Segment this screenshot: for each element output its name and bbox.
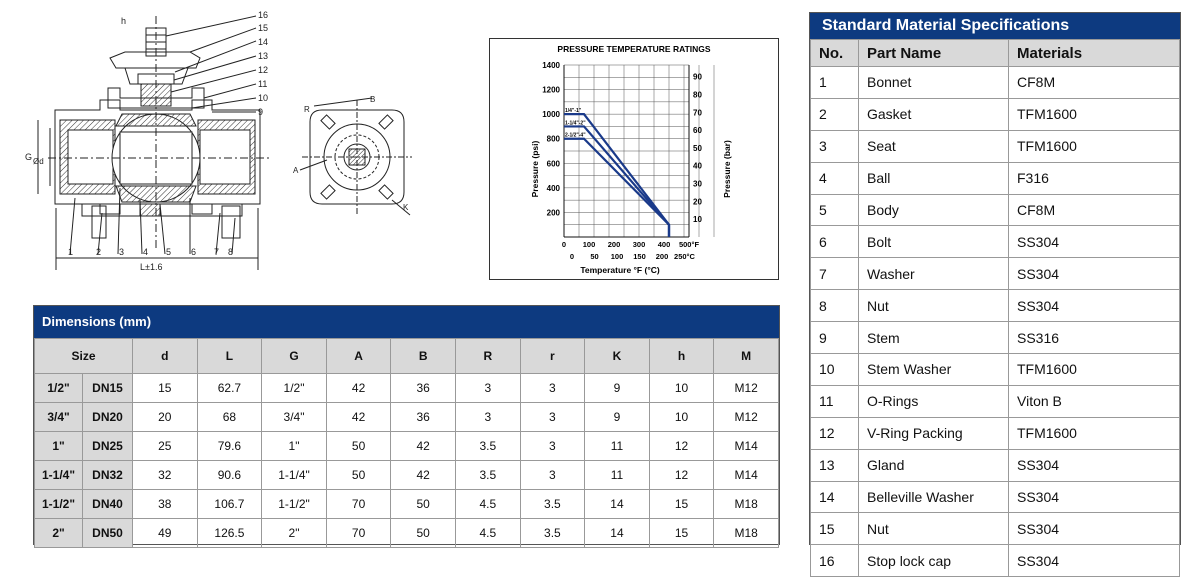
y-tick-bar: 30 (693, 179, 702, 189)
dim-cell-g: 1-1/2" (262, 490, 327, 519)
series-line (564, 126, 669, 237)
part-number: 4 (811, 162, 859, 194)
size-dn: DN50 (83, 519, 133, 548)
table-row (811, 258, 1180, 290)
dim-cell-r: 3 (455, 374, 520, 403)
y-tick-psi: 800 (546, 134, 560, 144)
material-specifications-table (810, 39, 1180, 577)
part-name: Stem Washer (859, 354, 1009, 386)
dim-cell-b: 36 (391, 374, 456, 403)
dim-cell-k: 14 (585, 490, 650, 519)
dim-header-b: B (391, 339, 456, 374)
callout-12: 12 (258, 65, 269, 75)
callout-14: 14 (258, 37, 269, 47)
dim-cell-a: 70 (326, 490, 391, 519)
dim-header-d: d (133, 339, 198, 374)
part-number: 14 (811, 481, 859, 513)
part-name: Bonnet (859, 67, 1009, 99)
size-dn: DN15 (83, 374, 133, 403)
dim-header-m: M (714, 339, 779, 374)
dim-cell-h: 10 (649, 403, 714, 432)
part-name: Stem (859, 322, 1009, 354)
y-tick-psi: 1000 (542, 110, 560, 120)
table-row (811, 162, 1180, 194)
y-axis-label-psi: Pressure (psi) (530, 140, 540, 198)
part-name: Belleville Washer (859, 481, 1009, 513)
callout-13: 13 (258, 51, 269, 61)
dim-cell-d: 15 (133, 374, 198, 403)
part-name: O-Rings (859, 385, 1009, 417)
dim-cell-h: 12 (649, 461, 714, 490)
series-label: 2-1/2"-4" (565, 132, 586, 139)
size-inch: 1" (35, 432, 83, 461)
part-number: 3 (811, 130, 859, 162)
part-material: SS304 (1009, 481, 1180, 513)
part-name: Nut (859, 290, 1009, 322)
size-dn: DN25 (83, 432, 133, 461)
callout-1: 1 (68, 247, 74, 257)
table-row (35, 490, 779, 519)
table-row (811, 545, 1180, 577)
table-row (35, 432, 779, 461)
label-k: K (403, 203, 409, 212)
series-label: 1/4"-1" (565, 108, 582, 115)
size-header: Size (35, 339, 133, 374)
label-a: A (293, 166, 299, 175)
table-row (35, 374, 779, 403)
dim-cell-a: 50 (326, 461, 391, 490)
dim-cell-r: 3.5 (520, 490, 585, 519)
part-number: 13 (811, 449, 859, 481)
part-number: 5 (811, 194, 859, 226)
dim-cell-l: 106.7 (197, 490, 262, 519)
x-tick-f: 100 (582, 240, 596, 249)
dim-cell-a: 42 (326, 374, 391, 403)
part-name: Body (859, 194, 1009, 226)
dimensions-panel (33, 305, 780, 545)
dim-cell-d: 25 (133, 432, 198, 461)
table-row (811, 194, 1180, 226)
part-material: SS304 (1009, 545, 1180, 577)
x-axis-label: Temperature °F (°C) (580, 265, 660, 275)
table-row (811, 322, 1180, 354)
part-name: Bolt (859, 226, 1009, 258)
valve-section-drawing (20, 8, 282, 278)
part-number: 10 (811, 354, 859, 386)
label-d: Ød (33, 157, 44, 166)
size-inch: 1-1/2" (35, 490, 83, 519)
table-row (35, 403, 779, 432)
y-tick-bar: 60 (693, 126, 702, 136)
dim-cell-g: 1/2" (262, 374, 327, 403)
part-material: TFM1600 (1009, 354, 1180, 386)
dim-cell-l: 68 (197, 403, 262, 432)
part-number: 2 (811, 98, 859, 130)
part-number: 16 (811, 545, 859, 577)
part-number: 11 (811, 385, 859, 417)
part-material: CF8M (1009, 194, 1180, 226)
dim-cell-r: 3 (520, 461, 585, 490)
x-tick-c: 150 (633, 252, 646, 261)
size-inch: 3/4" (35, 403, 83, 432)
dim-header-g: G (262, 339, 327, 374)
x-tick-f: 200 (607, 240, 621, 249)
chart-title: PRESSURE TEMPERATURE RATINGS (557, 44, 711, 54)
part-number: 1 (811, 67, 859, 99)
x-tick-f: 300 (632, 240, 646, 249)
part-material: SS304 (1009, 513, 1180, 545)
header-no: No. (811, 40, 859, 67)
callout-11: 11 (258, 79, 268, 89)
part-number: 7 (811, 258, 859, 290)
x-tick-c: 100 (610, 252, 624, 261)
dimensions-header-row (35, 339, 779, 374)
dim-cell-l: 62.7 (197, 374, 262, 403)
dim-cell-k: 9 (585, 374, 650, 403)
x-tick-f: 500°F (678, 240, 700, 249)
dim-cell-b: 36 (391, 403, 456, 432)
part-name: Seat (859, 130, 1009, 162)
dim-cell-b: 50 (391, 519, 456, 548)
dim-cell-h: 12 (649, 432, 714, 461)
table-row (811, 354, 1180, 386)
dim-header-r: r (520, 339, 585, 374)
callout-15: 15 (258, 23, 269, 33)
dim-cell-d: 32 (133, 461, 198, 490)
material-specifications-title: Standard Material Specifications (810, 13, 1180, 39)
size-inch: 1/2" (35, 374, 83, 403)
part-material: TFM1600 (1009, 417, 1180, 449)
y-tick-bar: 10 (693, 215, 702, 225)
dim-cell-g: 1" (262, 432, 327, 461)
part-name: Stop lock cap (859, 545, 1009, 577)
table-row (811, 226, 1180, 258)
part-material: SS304 (1009, 258, 1180, 290)
dim-cell-g: 3/4" (262, 403, 327, 432)
dim-cell-r: 4.5 (455, 519, 520, 548)
dim-cell-r: 3 (520, 374, 585, 403)
y-tick-bar: 40 (693, 161, 702, 171)
callout-5: 5 (166, 247, 172, 257)
dim-header-l: L (197, 339, 262, 374)
part-material: CF8M (1009, 67, 1180, 99)
callout-2: 2 (96, 247, 102, 257)
dim-cell-m: M14 (714, 461, 779, 490)
table-row (35, 519, 779, 548)
label-g: G (25, 152, 33, 162)
part-name: Nut (859, 513, 1009, 545)
series-label: 1-1/4"-2" (565, 120, 586, 127)
callout-6: 6 (191, 247, 197, 257)
dim-cell-l: 126.5 (197, 519, 262, 548)
y-tick-bar: 90 (693, 72, 702, 82)
dim-header-h: h (649, 339, 714, 374)
x-tick-c: 50 (590, 252, 599, 261)
dim-cell-b: 42 (391, 432, 456, 461)
part-number: 12 (811, 417, 859, 449)
dim-cell-m: M18 (714, 490, 779, 519)
y-tick-psi: 200 (546, 208, 560, 218)
label-b: B (370, 95, 376, 104)
table-row (35, 461, 779, 490)
label-h: h (121, 16, 127, 26)
part-number: 9 (811, 322, 859, 354)
part-material: F316 (1009, 162, 1180, 194)
size-dn: DN32 (83, 461, 133, 490)
table-row (811, 98, 1180, 130)
table-row (811, 385, 1180, 417)
dim-cell-m: M12 (714, 374, 779, 403)
size-dn: DN20 (83, 403, 133, 432)
chart-series (564, 108, 669, 237)
size-inch: 2" (35, 519, 83, 548)
label-r: R (304, 105, 310, 114)
callout-3: 3 (119, 247, 125, 257)
part-name: Gasket (859, 98, 1009, 130)
table-row (811, 67, 1180, 99)
part-material: Viton B (1009, 385, 1180, 417)
dim-cell-b: 50 (391, 490, 456, 519)
dim-header-r: R (455, 339, 520, 374)
dim-cell-k: 11 (585, 461, 650, 490)
size-inch: 1-1/4" (35, 461, 83, 490)
part-material: SS316 (1009, 322, 1180, 354)
dimensions-table (34, 338, 779, 548)
part-number: 8 (811, 290, 859, 322)
y-tick-psi: 1400 (542, 61, 560, 70)
dim-cell-r: 3 (455, 403, 520, 432)
y-tick-bar: 20 (693, 197, 702, 207)
y-tick-bar: 80 (693, 90, 702, 100)
y-tick-psi: 400 (546, 183, 560, 193)
dim-cell-r: 4.5 (455, 490, 520, 519)
dim-cell-a: 50 (326, 432, 391, 461)
chart-tick-labels (542, 61, 702, 261)
part-name: Gland (859, 449, 1009, 481)
material-specifications-panel (809, 12, 1181, 569)
header-materials: Materials (1009, 40, 1180, 67)
dim-cell-d: 49 (133, 519, 198, 548)
part-name: V-Ring Packing (859, 417, 1009, 449)
table-row (811, 449, 1180, 481)
y-tick-bar: 50 (693, 143, 702, 153)
size-dn: DN40 (83, 490, 133, 519)
table-row (811, 130, 1180, 162)
dim-cell-d: 38 (133, 490, 198, 519)
part-material: SS304 (1009, 226, 1180, 258)
dim-header-a: A (326, 339, 391, 374)
dim-header-k: K (585, 339, 650, 374)
part-name: Washer (859, 258, 1009, 290)
table-row (811, 481, 1180, 513)
dim-cell-g: 1-1/4" (262, 461, 327, 490)
dim-cell-d: 20 (133, 403, 198, 432)
callout-8: 8 (228, 247, 234, 257)
callout-4: 4 (143, 247, 149, 257)
dim-cell-k: 11 (585, 432, 650, 461)
dim-cell-m: M14 (714, 432, 779, 461)
dim-cell-a: 42 (326, 403, 391, 432)
callout-9: 9 (258, 107, 264, 117)
part-material: SS304 (1009, 449, 1180, 481)
dim-cell-l: 79.6 (197, 432, 262, 461)
x-tick-c: 200 (655, 252, 669, 261)
part-number: 6 (811, 226, 859, 258)
label-l: L±1.6 (140, 262, 163, 272)
part-material: SS304 (1009, 290, 1180, 322)
dim-cell-h: 15 (649, 519, 714, 548)
dim-cell-g: 2" (262, 519, 327, 548)
pt-chart-svg (490, 39, 777, 278)
dim-cell-h: 10 (649, 374, 714, 403)
dim-cell-r: 3 (520, 403, 585, 432)
valve-top-view-drawing (292, 90, 424, 230)
callout-7: 7 (214, 247, 220, 257)
part-name: Ball (859, 162, 1009, 194)
dimensions-title: Dimensions (mm) (34, 306, 779, 338)
dim-cell-r: 3.5 (455, 461, 520, 490)
callout-10: 10 (258, 93, 269, 103)
dim-cell-l: 90.6 (197, 461, 262, 490)
table-row (811, 290, 1180, 322)
dim-cell-r: 3 (520, 432, 585, 461)
x-tick-f: 400 (657, 240, 671, 249)
y-tick-psi: 1200 (542, 85, 560, 95)
dim-cell-m: M18 (714, 519, 779, 548)
y-tick-bar: 70 (693, 108, 702, 118)
dim-cell-k: 9 (585, 403, 650, 432)
dim-cell-r: 3.5 (455, 432, 520, 461)
dim-cell-m: M12 (714, 403, 779, 432)
pressure-temperature-chart (489, 38, 779, 280)
y-axis-label-bar: Pressure (bar) (722, 140, 732, 198)
x-tick-c: 0 (569, 252, 575, 261)
callout-16: 16 (258, 10, 269, 20)
header-part-name: Part Name (859, 40, 1009, 67)
chart-grid (564, 65, 714, 237)
x-tick-c: 250°C (674, 252, 695, 261)
part-material: TFM1600 (1009, 98, 1180, 130)
table-row (811, 417, 1180, 449)
dim-cell-h: 15 (649, 490, 714, 519)
x-tick-f: 0 (561, 240, 567, 249)
dim-cell-k: 14 (585, 519, 650, 548)
table-row (811, 513, 1180, 545)
part-material: TFM1600 (1009, 130, 1180, 162)
y-tick-psi: 600 (546, 159, 560, 169)
part-number: 15 (811, 513, 859, 545)
materials-header-row (811, 40, 1180, 67)
dim-cell-r: 3.5 (520, 519, 585, 548)
dim-cell-a: 70 (326, 519, 391, 548)
dim-cell-b: 42 (391, 461, 456, 490)
